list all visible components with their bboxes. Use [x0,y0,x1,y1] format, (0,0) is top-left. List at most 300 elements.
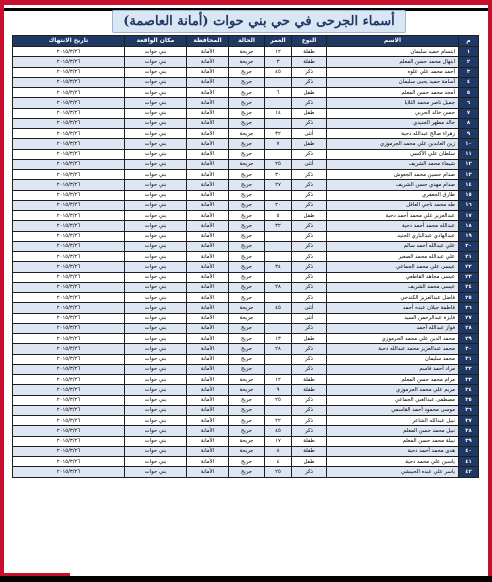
document-title-box [112,10,406,33]
row-date: ٢٠١٥/٣/٢٦ [13,282,125,292]
header-name: الاسم [327,36,459,47]
table-row [13,282,479,292]
row-place: بني حوات [125,231,187,241]
row-number: ٤٢ [459,467,479,477]
row-place: بني حوات [125,149,187,159]
row-number: ٨ [459,118,479,128]
row-place: بني حوات [125,416,187,426]
row-gender: ذكر [292,252,327,262]
row-number: ٢٣ [459,272,479,282]
row-name: علي عبدالله محمد الصغير [327,252,459,262]
row-governorate: الأمانة [187,211,229,221]
row-governorate: الأمانة [187,170,229,180]
table-row [13,200,479,210]
row-age: ١٧ [265,436,292,446]
document-title: أسماء الجرحى في حي بني حوات (أمانة العاصمة) [123,14,395,29]
row-number: ٤ [459,77,479,87]
header-governorate: المحافظة [187,36,229,47]
table-row [13,67,479,77]
row-governorate: الأمانة [187,457,229,467]
row-name: عبدالعزيز علي محمد أحمد دحية [327,211,459,221]
row-place: بني حوات [125,436,187,446]
row-gender: ذكر [292,262,327,272]
row-gender: ذكر [292,405,327,415]
row-age: ٣٢ [265,221,292,231]
row-date: ٢٠١٥/٣/٢٦ [13,47,125,57]
row-gender: ذكر [292,364,327,374]
row-name: جميل ناصر محمد الثلايا [327,98,459,108]
row-number: ٣٨ [459,426,479,436]
row-name: سلطان علي الأكسي [327,149,459,159]
header-gender: النوع [292,36,327,47]
row-gender: أنثى [292,129,327,139]
row-status: جريحة [229,375,265,385]
row-age: ٦ [265,88,292,98]
row-name: صدام حسين محمد الجعوش [327,170,459,180]
row-age: ٢٠ [265,200,292,210]
row-age: ٤٥ [265,426,292,436]
row-name: علي عبدالله أحمد سالم [327,241,459,251]
table-row [13,221,479,231]
row-gender: ذكر [292,282,327,292]
table-row [13,426,479,436]
row-age [265,323,292,333]
row-governorate: الأمانة [187,303,229,313]
table-row [13,354,479,364]
row-status: جريح [229,354,265,364]
row-status: جريحة [229,129,265,139]
row-age: ٤ [265,457,292,467]
bottom-black-band [0,576,492,582]
row-date: ٢٠١٥/٣/٢٦ [13,303,125,313]
row-gender: ذكر [292,170,327,180]
row-name: فايزة عبدالرحمن السيد [327,313,459,323]
row-governorate: الأمانة [187,231,229,241]
row-place: بني حوات [125,272,187,282]
table-row [13,180,479,190]
row-date: ٢٠١٥/٣/٢٦ [13,57,125,67]
row-number: ٣٤ [459,385,479,395]
row-age: ٢٥ [265,467,292,477]
table-row [13,159,479,169]
row-place: بني حوات [125,98,187,108]
row-governorate: الأمانة [187,375,229,385]
row-name: زين العابدين علي محمد الجرموزي [327,139,459,149]
row-place: بني حوات [125,364,187,374]
row-age: ٣٠ [265,170,292,180]
table-row [13,47,479,57]
row-name: فواز عبدالله أحمد [327,323,459,333]
row-governorate: الأمانة [187,467,229,477]
row-name: نبيل عبدالله الشاعر [327,416,459,426]
row-status: جريح [229,200,265,210]
row-age: ٩ [265,385,292,395]
row-status: جريح [229,467,265,477]
row-number: ٣٥ [459,395,479,405]
row-gender: طفل [292,457,327,467]
row-date: ٢٠١٥/٣/٢٦ [13,385,125,395]
table-row [13,262,479,272]
row-age: ٣٢ [265,129,292,139]
row-status: جريح [229,364,265,374]
row-status: جريح [229,395,265,405]
row-date: ٢٠١٥/٣/٢٦ [13,77,125,87]
row-gender: ذكر [292,293,327,303]
table-row [13,344,479,354]
table-row [13,364,479,374]
row-number: ١٦ [459,200,479,210]
row-place: بني حوات [125,241,187,251]
row-age [265,354,292,364]
row-name: شيماء محمد الشريف [327,159,459,169]
row-governorate: الأمانة [187,241,229,251]
row-governorate: الأمانة [187,416,229,426]
table-row [13,457,479,467]
row-age: ٤٥ [265,303,292,313]
row-status: جريح [229,405,265,415]
row-gender: ذكر [292,98,327,108]
row-date: ٢٠١٥/٣/٢٦ [13,375,125,385]
row-place: بني حوات [125,385,187,395]
row-name: محمد عبدالعزيز محمد عبدالله دحية [327,344,459,354]
row-gender: طفلة [292,385,327,395]
row-status: جريح [229,190,265,200]
row-number: ١٣ [459,170,479,180]
row-place: بني حوات [125,159,187,169]
row-status: جريح [229,108,265,118]
row-age: ٤٥ [265,67,292,77]
row-date: ٢٠١٥/٣/٢٦ [13,436,125,446]
row-place: بني حوات [125,88,187,98]
row-number: ٢ [459,57,479,67]
row-place: بني حوات [125,180,187,190]
row-place: بني حوات [125,446,187,456]
row-place: بني حوات [125,293,187,303]
row-status: جريحة [229,313,265,323]
header-date: تاريخ الانتهاك [13,36,125,47]
row-status: جريح [229,293,265,303]
row-gender: ذكر [292,221,327,231]
table-row [13,108,479,118]
row-date: ٢٠١٥/٣/٢٦ [13,170,125,180]
row-governorate: الأمانة [187,282,229,292]
row-age: ٢٥ [265,395,292,405]
row-governorate: الأمانة [187,180,229,190]
row-gender: طفلة [292,57,327,67]
row-governorate: الأمانة [187,446,229,456]
row-place: بني حوات [125,303,187,313]
row-gender: طفل [292,88,327,98]
row-age [265,149,292,159]
row-gender: ذكر [292,323,327,333]
row-age: ٣٤ [265,262,292,272]
header-row [13,36,479,47]
table-row [13,405,479,415]
row-place: بني حوات [125,467,187,477]
injured-list-table [12,35,479,478]
row-number: ١٨ [459,221,479,231]
row-name: خالد مطهر الجنيدي [327,118,459,128]
row-status: جريح [229,344,265,354]
table-row [13,118,479,128]
row-status: جريح [229,170,265,180]
row-governorate: الأمانة [187,47,229,57]
row-status: جريح [229,282,265,292]
row-gender: ذكر [292,272,327,282]
row-age [265,241,292,251]
row-date: ٢٠١٥/٣/٢٦ [13,108,125,118]
row-gender: طفلة [292,375,327,385]
table-row [13,416,479,426]
row-status: جريح [229,149,265,159]
table-row [13,129,479,139]
row-number: ١٥ [459,190,479,200]
row-place: بني حوات [125,426,187,436]
row-place: بني حوات [125,118,187,128]
row-governorate: الأمانة [187,77,229,87]
row-place: بني حوات [125,323,187,333]
row-age [265,77,292,87]
table-row [13,467,479,477]
row-date: ٢٠١٥/٣/٢٦ [13,323,125,333]
row-age [265,405,292,415]
row-name: أمجد محمد حسن المعلم [327,88,459,98]
row-name: محمد سليمان [327,354,459,364]
row-place: بني حوات [125,344,187,354]
row-place: بني حوات [125,139,187,149]
row-number: ٤٠ [459,446,479,456]
row-number: ٥ [459,88,479,98]
row-status: جريحة [229,47,265,57]
row-status: جريح [229,77,265,87]
table-row [13,395,479,405]
row-status: جريحة [229,57,265,67]
row-age [265,190,292,200]
row-governorate: الأمانة [187,200,229,210]
row-place: بني حوات [125,262,187,272]
row-age: ٢٨ [265,282,292,292]
row-age: ٢٥ [265,159,292,169]
row-governorate: الأمانة [187,118,229,128]
row-gender: طفلة [292,436,327,446]
row-date: ٢٠١٥/٣/٢٦ [13,149,125,159]
row-gender: ذكر [292,67,327,77]
row-number: ١٢ [459,159,479,169]
row-number: ٣ [459,67,479,77]
table-row [13,57,479,67]
row-governorate: الأمانة [187,221,229,231]
row-place: بني حوات [125,395,187,405]
row-status: جريح [229,211,265,221]
row-name: زهراء صالح عبدالله دحية [327,129,459,139]
row-gender: طفل [292,108,327,118]
row-age [265,293,292,303]
row-age: ٢٧ [265,180,292,190]
row-date: ٢٠١٥/٣/٢٦ [13,467,125,477]
row-number: ٢٢ [459,262,479,272]
row-governorate: الأمانة [187,334,229,344]
row-date: ٢٠١٥/٣/٢٦ [13,344,125,354]
row-governorate: الأمانة [187,262,229,272]
row-status: جريح [229,231,265,241]
row-gender: ذكر [292,241,327,251]
row-status: جريح [229,323,265,333]
row-number: ١٧ [459,211,479,221]
row-name: حسن خالد الحربي [327,108,459,118]
row-date: ٢٠١٥/٣/٢٦ [13,395,125,405]
row-date: ٢٠١٥/٣/٢٦ [13,416,125,426]
row-status: جريح [229,252,265,262]
row-number: ٢٧ [459,313,479,323]
row-status: جريح [229,426,265,436]
table-row [13,231,479,241]
row-governorate: الأمانة [187,354,229,364]
table-row [13,323,479,333]
row-governorate: الأمانة [187,385,229,395]
table-row [13,293,479,303]
row-age: ١٣ [265,334,292,344]
row-status: جريح [229,98,265,108]
row-age: ٢٢ [265,416,292,426]
row-gender: أنثى [292,159,327,169]
row-governorate: الأمانة [187,313,229,323]
table-row [13,170,479,180]
table-row [13,385,479,395]
header-status: الحالة [229,36,265,47]
row-age [265,231,292,241]
left-border-strip [0,0,4,582]
row-number: ٣١ [459,354,479,364]
row-name: عيسى مجاهد القاطعي [327,272,459,282]
row-place: بني حوات [125,211,187,221]
row-place: بني حوات [125,457,187,467]
row-governorate: الأمانة [187,272,229,282]
row-governorate: الأمانة [187,436,229,446]
row-governorate: الأمانة [187,426,229,436]
row-name: نبيل محمد حسن المعلم [327,426,459,436]
row-governorate: الأمانة [187,159,229,169]
row-date: ٢٠١٥/٣/٢٦ [13,118,125,128]
row-status: جريح [229,180,265,190]
row-date: ٢٠١٥/٣/٢٦ [13,180,125,190]
row-number: ٢٥ [459,293,479,303]
table-row [13,241,479,251]
row-gender: ذكر [292,395,327,405]
row-place: بني حوات [125,57,187,67]
row-date: ٢٠١٥/٣/٢٦ [13,231,125,241]
row-name: مريم علي محمد الجرموزي [327,385,459,395]
row-age [265,252,292,262]
row-date: ٢٠١٥/٣/٢٦ [13,457,125,467]
row-status: جريحة [229,159,265,169]
table-row [13,211,479,221]
table-row [13,272,479,282]
row-place: بني حوات [125,190,187,200]
table-header [13,36,479,47]
row-gender: ذكر [292,77,327,87]
row-age: ٣ [265,57,292,67]
row-age: ٨ [265,446,292,456]
table-row [13,88,479,98]
row-age [265,272,292,282]
row-date: ٢٠١٥/٣/٢٦ [13,211,125,221]
row-number: ٣٣ [459,375,479,385]
header-age: العمر [265,36,292,47]
row-place: بني حوات [125,282,187,292]
table-row [13,98,479,108]
row-name: ياسين علي محمد دحية [327,457,459,467]
row-gender: ذكر [292,180,327,190]
row-name: ابتهال محمد حسن المعلم [327,57,459,67]
row-status: جريحة [229,446,265,456]
row-age: ٢٨ [265,344,292,354]
header-num: م [459,36,479,47]
row-place: بني حوات [125,375,187,385]
row-status: جريح [229,241,265,251]
row-age [265,364,292,374]
row-number: ٣٢ [459,364,479,374]
row-name: موسى محمود أحمد القاسمي [327,405,459,415]
row-name: محمد الدين علي محمد الجرموزي [327,334,459,344]
row-status: جريح [229,416,265,426]
row-age [265,313,292,323]
row-governorate: الأمانة [187,149,229,159]
row-number: ٢٦ [459,303,479,313]
table-row [13,446,479,456]
row-status: جريح [229,118,265,128]
row-gender: ذكر [292,344,327,354]
row-gender: ذكر [292,416,327,426]
row-place: بني حوات [125,170,187,180]
table-row [13,313,479,323]
row-number: ٣٠ [459,344,479,354]
row-governorate: الأمانة [187,67,229,77]
row-date: ٢٠١٥/٣/٢٦ [13,67,125,77]
row-governorate: الأمانة [187,364,229,374]
row-number: ٢١ [459,252,479,262]
right-border-strip [488,0,492,582]
row-name: صدام مهدي حسن الشريف [327,180,459,190]
row-number: ٢٠ [459,241,479,251]
row-governorate: الأمانة [187,252,229,262]
row-governorate: الأمانة [187,293,229,303]
row-name: هدى محمد أحمد دحية [327,446,459,456]
row-date: ٢٠١٥/٣/٢٦ [13,129,125,139]
row-name: عيسى علي محمد الجماعي [327,262,459,272]
header-place: مكان الواقعة [125,36,187,47]
row-name: عيسى محمد الشريف [327,282,459,292]
row-date: ٢٠١٥/٣/٢٦ [13,98,125,108]
row-place: بني حوات [125,354,187,364]
row-governorate: الأمانة [187,88,229,98]
row-date: ٢٠١٥/٣/٢٦ [13,293,125,303]
row-place: بني حوات [125,334,187,344]
row-place: بني حوات [125,129,187,139]
row-date: ٢٠١٥/٣/٢٦ [13,88,125,98]
row-number: ٣٩ [459,436,479,446]
row-name: نبيلة محمد حسن المعلم [327,436,459,446]
row-age: ٧ [265,139,292,149]
row-status: جريحة [229,303,265,313]
row-gender: طفل [292,334,327,344]
row-status: جريح [229,272,265,282]
row-number: ١٩ [459,231,479,241]
table-row [13,190,479,200]
row-number: ٢٨ [459,323,479,333]
row-name: فاطمة جيلان عبده أحمد [327,303,459,313]
table-row [13,139,479,149]
row-date: ٢٠١٥/٣/٢٦ [13,262,125,272]
